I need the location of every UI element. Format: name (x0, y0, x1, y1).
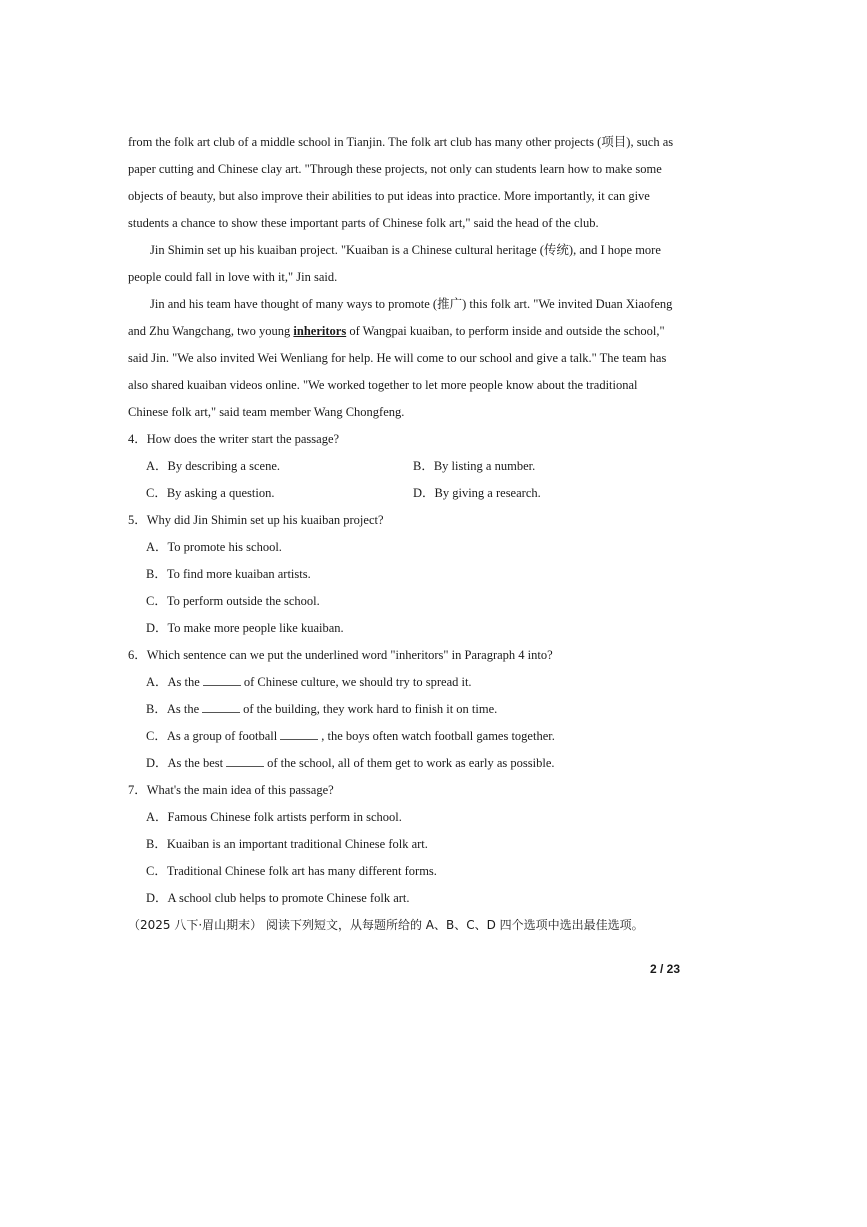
q4-option-c: C．By asking a question. (146, 486, 275, 500)
option-text: C．As a group of football (146, 729, 278, 743)
q5-option-c: C．To perform outside the school. (146, 594, 320, 608)
q6-option-a (146, 674, 716, 690)
passage-line: said Jin. "We also invited Wei Wenliang for help. He will come to our school and give a talk." The team has (128, 351, 667, 365)
q6-option-b (146, 701, 716, 717)
q7-option-b: B．Kuaiban is an important traditional Chinese folk art. (146, 837, 428, 851)
passage-text: of Wangpai kuaiban, to perform inside and outside the school," (346, 324, 665, 338)
q7-option-d: D．A school club helps to promote Chinese folk art. (146, 891, 410, 905)
question-6-stem: 6．Which sentence can we put the underlined word "inheritors" in Paragraph 4 into? (128, 648, 553, 662)
passage-line: objects of beauty, but also improve their abilities to put ideas into practice. More importantly, it can give (128, 189, 650, 203)
q6-option-d (146, 755, 716, 771)
q7-option-c: C．Traditional Chinese folk art has many different forms. (146, 864, 437, 878)
question-4-stem: 4．How does the writer start the passage? (128, 432, 340, 446)
q6-option-c (146, 728, 716, 744)
passage-line: from the folk art club of a middle school in Tianjin. The folk art club has many other projects (项目), such as (128, 135, 674, 149)
option-text: A．As the (146, 675, 200, 689)
passage-line: paper cutting and Chinese clay art. "Through these projects, not only can students learn how to make some (128, 162, 662, 176)
passage-line: Jin Shimin set up his kuaiban project. "Kuaiban is a Chinese cultural heritage (传统), and I hope more (150, 243, 661, 257)
page-number: 2 / 23 (650, 962, 681, 976)
passage-line: also shared kuaiban videos online. "We worked together to let more people know about the traditional (128, 378, 638, 392)
answer-blank (280, 729, 318, 740)
passage-line: Chinese folk art," said team member Wang Chongfeng. (128, 405, 405, 419)
question-7-stem: 7．What's the main idea of this passage? (128, 783, 334, 797)
passage-line (128, 323, 698, 339)
q4-option-b: B．By listing a number. (413, 459, 536, 473)
answer-blank (226, 756, 264, 767)
underlined-word: inheritors (293, 324, 347, 338)
answer-blank (202, 702, 240, 713)
answer-blank (203, 675, 241, 686)
q5-option-b: B．To find more kuaiban artists. (146, 567, 311, 581)
option-text: D．As the best (146, 756, 224, 770)
question-5-stem: 5．Why did Jin Shimin set up his kuaiban project? (128, 513, 384, 527)
option-text: of the building, they work hard to finish it on time. (243, 702, 498, 716)
option-text: of Chinese culture, we should try to spread it. (243, 675, 472, 689)
passage-text: and Zhu Wangchang, two young (128, 324, 294, 338)
option-text: B．As the (146, 702, 200, 716)
q5-option-a: A．To promote his school. (146, 540, 282, 554)
q4-option-a: A．By describing a scene. (146, 459, 280, 473)
passage-line: people could fall in love with it," Jin said. (128, 270, 338, 284)
passage-line: students a chance to show these important parts of Chinese folk art," said the head of the club. (128, 216, 599, 230)
q7-option-a: A．Famous Chinese folk artists perform in school. (146, 810, 402, 824)
passage-line: Jin and his team have thought of many ways to promote (推广) this folk art. "We invited Duan Xiaofeng (150, 297, 673, 311)
q5-option-d: D．To make more people like kuaiban. (146, 621, 344, 635)
section-instruction: （2025 八下·眉山期末） 阅读下列短文，从每题所给的 A、B、C、D 四个选项中选出最佳选项。 (128, 918, 644, 932)
option-text: , the boys often watch football games together. (321, 729, 555, 743)
option-text: of the school, all of them get to work as early as possible. (267, 756, 555, 770)
q4-option-d: D．By giving a research. (413, 486, 541, 500)
